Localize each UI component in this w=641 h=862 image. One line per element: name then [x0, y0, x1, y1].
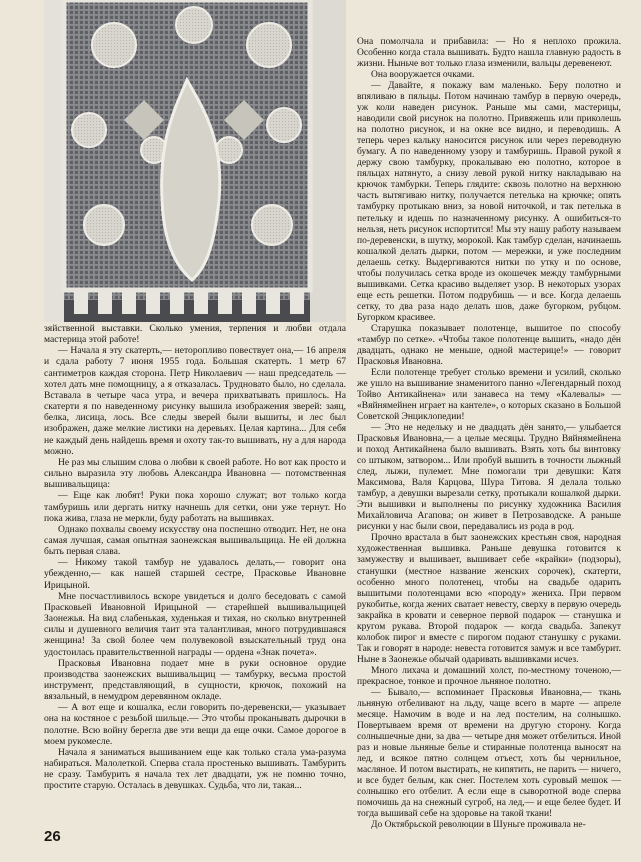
paragraph: — Начала я эту скатерть,— неторопливо повествует она,— 16 апреля и сдала работу 7 июня 1955 года. Большая скатерть. 1 метр 67 сантиметров каждая сторона. Петр Николаевич — наш председатель — хотел дать мне помощницу, а я отказалась. Трудновато было, но сделала. Вставала в четыре часа утра, и вечера прихватывать пришлось. На скатерти я по наведенному рисунку вышила изображения зверей: заяц, белка, лисица, лось. Все следы зверей были вышиты, и лес был изображен, даже мелкие листики на деревьях. Целая картина... Для себя не каждый день найдешь время и охоту так-то вышивать, ну а для народа можно. [44, 345, 346, 457]
paragraph: Мне посчастливилось вскоре увидеться и долго беседовать с самой Прасковьей Ивановной Ирицыной — старейшей вышивальщицей Заонежья. На вид слабенькая, худенькая и тихая, но сколько внутренней силы и душевного величия таит эта талантливая, много потрудившаяся женщина! За свой более чем полувековой взыскательный труд она удостоилась правительственной награды — ордена «Знак почета». [44, 590, 346, 658]
embroidered-tablecloth-photo [44, 0, 346, 322]
paragraph: Прочно врастала в быт заонежских крестьян своя, народная художественная вышивка. Раньше девушка готовится к замужеству и вышивает, вышивает себе «крайки» (подзоры), станушки (местное название женских сорочек), скатерти, особенно много полотенец, чтобы на свадьбе одарить вышитыми полотенцами всю «породу» жениха. При первом рукобитье, когда жених сватает невесту, сверху в первую очередь закрайка в кровати и северное первой подарок — станушка и кругом рукава. Второй подарок — когда свадьба. Запекут колобок пирог и вместе с пирогом подают станушку с руками. Так и говорят в народе: невеста готовится замуж и все тамбурит. Ныне в Заонежье обычай одаривать вышивками исчез. [357, 533, 621, 665]
page-number: 26 [44, 828, 61, 845]
paragraph: — Никому такой тамбур не удавалось делать,— говорит она убежденно,— как нашей старшей сестре, Прасковье Ивановне Ирицыной. [44, 557, 346, 591]
paragraph: — Еще как любят! Руки пока хорошо служат; вот только когда тамбуришь или дергать нитку начнешь для сетки, они уже тернут. Но пока жива, глаза не меркли, буду работать на вышивках. [44, 490, 346, 524]
paragraph: До Октябрьской революции в Шуньге проживала не- [371, 820, 586, 831]
paragraph: — Это не недельку и не двадцать дён занято,— улыбается Прасковья Ивановна,— а целые месяцы. Трудно Вяйнямейнена и поход Антикайнена было вышивать. Взять хоть бы винтовку со штыком, затвором... Или пробуй вышить в точности лыжный след, лыжи, пулемет. Мне помогали три девушки: Катя Максимова, Валя Карцова, Шура Титова. Я делала только тамбур, а девушки вырезали сетку, протыкали кошалкой дырки. Эти вышивки и выполнены по рисунку художника Василия Михайловича Агапова; он живет в Петрозаводске. А раньше рисунки у нас были свои, передавались из рода в род. [357, 423, 621, 533]
paragraph: Однако похвалы своему искусству она поспешно отводит. Нет, не она самая лучшая, самая опытная заонежская вышивальщица. Не ей должна быть первая слава. [44, 523, 346, 558]
paragraph: Не раз мы слышим слова о любви к своей работе. Но вот как просто и сильно выразила эту любовь Александра Ивановна — потомственная вышивальщица: [44, 456, 346, 491]
paragraph: зяйственной выставки. Сколько умения, терпения и любви отдала мастерица этой работе! [44, 323, 346, 346]
paragraph: Если полотенце требует столько времени и усилий, сколько же ушло на вышивание знаменитого панно «Легендарный поход Тойво Антикайнена» или занавеса на тему «Калевалы» — «Вяйнямейнен играет на кантеле», о которых сказано в Большой Советской Энциклопедии! [357, 367, 621, 423]
right-text-column [357, 37, 621, 831]
paragraph: Прасковья Ивановна подает мне в руки основное орудие производства заонежских вышивальщиц — тамбурку, весьма простой инструмент, представляющий, в сущности, крючок, похожий на вязальный, в немудром деревянном окладе. [44, 657, 346, 703]
paragraph: — Давайте, я покажу вам маленько. Беру полотно и впяливаю в пяльцы. Потом начинаю тамбур в первую очередь, уж коли наведен рисунок. Раньше мы сами, мастерицы, наводили свой рисунок на полотно. Привяжешь или приколешь на полотно рисунок, и на окне все видно, и переводишь. А теперь через кальку наносится рисунок или через переводную бумагу. А по наведенному узору и тамбуришь. Правой рукой я держу свою тамбурку, прокалываю ею полотно, которое в пяльцах натянуто, а снизу левой рукой нитку накладываю на крючок тамбурки. Теперь глядите: сквозь полотно на верхнюю часть вытягиваю нитку, получается петелька на крючке; опять тамбурку протыкаю вниз, за новой ниточкой, и так петелька в петельку и идешь по назначенному рисунку. А ошибиться-то нельзя, неть рисунок испортится! Мы эту нашу работу называем по-деревенски, в шутку, морокой. Как тамбур сделан, начинаешь кошалкой делать дырки, потом — мережки, и уже последним делаешь сетку. Выдергиваются нитки по утку и по основе, чтобы получилась сетка вроде из окошечек между тамбурными вышивками. Сетка красиво выделяет узор. В некоторых узорах еще есть решетки. Потом подрубишь — и все. Когда делаешь сетку, то два раза надо делать шов, даже бугорком, рубцом. Бугорком красивее. [357, 81, 621, 323]
paragraph: Начала я заниматься вышиванием еще как только стала ума-разума набираться. Малолеткой. Сперва стала простенько вышивать. Тамбурить не сразу. Тамбурить я начала тех лет двадцати, уж не помню точно, простите старую. Осталась в девушках. Судьба, что ли, такая... [44, 746, 346, 792]
lace-embroidery-image [44, 0, 346, 322]
paragraph: — А вот еще и кошалка, если говорить по-деревенски,— указывает она на костяное с резьбой шильце.— Это чтобы проканывать дырочки в полотне. Всю войну берегла две эти вещи да еще очки. Самое дорогое в моем рукомесле. [44, 702, 346, 747]
left-text-column [44, 323, 346, 792]
paragraph: Старушка показывает полотенце, вышитое по способу «тамбур по сетке». «Чтобы такое полотенце вышить, «надо дён двадцать, однако не меньше, одной мастерице!» — говорит Прасковья Ивановна. [357, 323, 621, 367]
paragraph: Много лихача и домашний холст, по-местному точеною,— прекрасное, тонкое и прочное льняное полотно. [357, 665, 621, 687]
paragraph: Она помолчала и прибавила: — Но я неплохо прожила. Особенно когда стала вышивать. Будто нашла главную радость в жизни. Ныньче вот только глаза изменили, вальцы деревенеют. [357, 37, 621, 70]
paragraph: Она вооружается очками. [371, 70, 475, 81]
paragraph: — Бывало,— вспоминает Прасковья Ивановна,— ткань льняную отбеливают на льду, чаще всего в марте — апреле месяце. Намочим в воде и на лед постелим, на солнышко. Повертываем время от времени на другую сторону. Когда солнышечные дни, за два — четыре дня может отбелиться. Иной раз и новые льняные белье и стиранные полотенца выносят на лед, и всякое пятно солнцем отъест, хоть бы чернильное, масляное. И потом выстирать, не кипятить, не парить — ничего, и все будет белым, как снег. Постелем хоть суровый мешок — солнышко его отбелит. А если еще в сыворотной воде сперва помочишь да на снежный сугроб, на лед,— и еще белее будет. И тогда вышивай себе на здоровье на такой ткани! [357, 687, 621, 820]
